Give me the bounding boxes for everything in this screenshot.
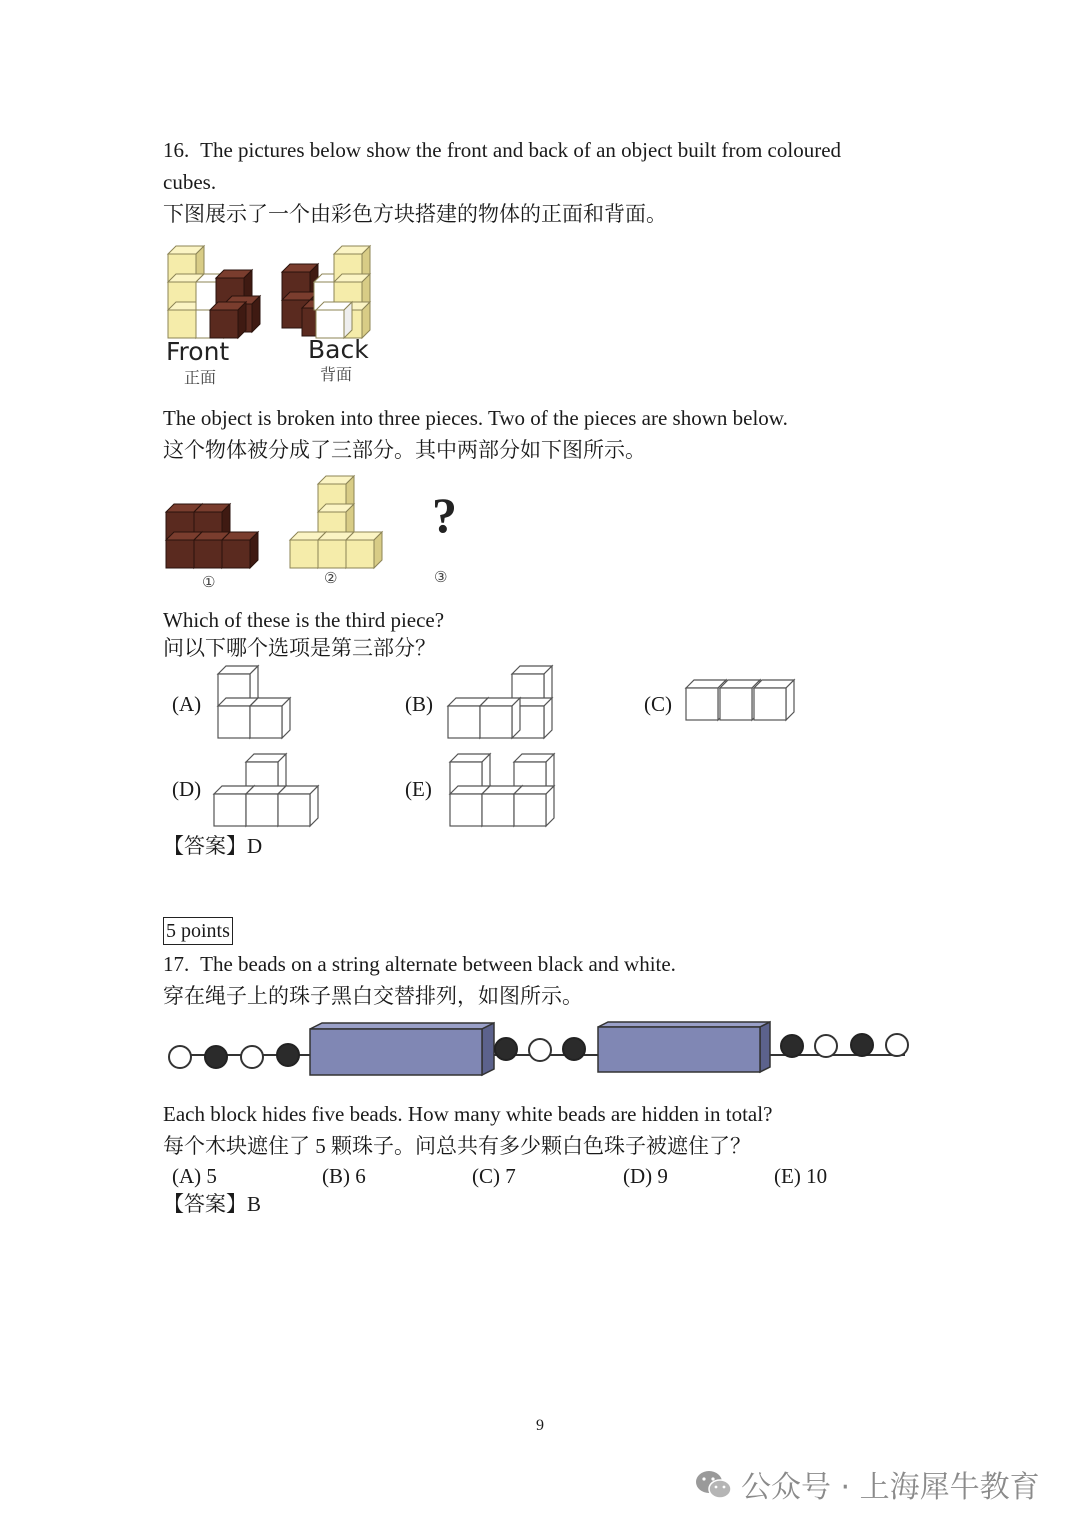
option-a-figure[interactable] <box>218 666 290 738</box>
piece-3-unknown: ? <box>432 487 457 543</box>
q17-line-cn: 穿在绳子上的珠子黑白交替排列，如图所示。 <box>163 984 583 1008</box>
options-figure <box>200 660 820 840</box>
option-b-figure[interactable] <box>448 666 552 738</box>
pieces-figure <box>160 470 470 600</box>
back-label: Back <box>308 335 369 364</box>
option-b-label: (B) <box>405 692 433 716</box>
beads-middle <box>495 1038 585 1061</box>
option-c-figure[interactable] <box>686 680 794 720</box>
q16-pieces-text: The object is broken into three pieces. Two of the pieces are shown below. <box>163 406 788 430</box>
piece-2-label: ② <box>324 569 338 587</box>
option-d-figure[interactable] <box>214 754 318 826</box>
option-d-label: (D) <box>172 777 202 801</box>
q17-line1-text: The beads on a string alternate between black and white. <box>200 952 676 976</box>
q16-line1-text: The pictures below show the front and back of an object built from coloured <box>200 138 842 162</box>
q17-answer: 【答案】B <box>163 1192 262 1216</box>
front-back-figure <box>160 240 390 395</box>
watermark <box>695 1462 1040 1509</box>
q17-option-d[interactable]: (D) 9 <box>623 1164 668 1188</box>
q16-pieces-text-cn: 这个物体被分成了三部分。其中两部分如下图所示。 <box>163 438 646 462</box>
back-object <box>282 246 370 338</box>
q17-option-a[interactable]: (A) 5 <box>172 1164 217 1188</box>
q16-line2: cubes. <box>163 170 217 194</box>
front-label: Front <box>166 337 230 366</box>
q17-line1 <box>163 948 676 980</box>
front-label-cn: 正面 <box>184 368 217 387</box>
bead-string-figure <box>160 1015 920 1095</box>
option-e-figure[interactable] <box>450 754 554 826</box>
front-object <box>168 246 260 338</box>
watermark-text: 公众号 · 上海犀牛教育 <box>741 1470 1040 1505</box>
hiding-block-2 <box>598 1022 770 1072</box>
q17-number: 17. <box>163 952 190 976</box>
option-a-label: (A) <box>172 692 202 716</box>
piece-1-brown <box>166 504 258 568</box>
q17-question-cn: 每个木块遮住了 5 颗珠子。问总共有多少颗白色珠子被遮住了？ <box>163 1134 751 1158</box>
q17-option-c[interactable]: (C) 7 <box>472 1164 516 1188</box>
q16-question: Which of these is the third piece? <box>163 608 445 632</box>
points-badge: 5 points <box>163 917 233 945</box>
q16-line1 <box>163 134 841 166</box>
beads-right <box>781 1034 908 1057</box>
q16-question-cn: 问以下哪个选项是第三部分？ <box>163 636 436 660</box>
option-c-label: (C) <box>644 692 672 716</box>
q17-option-e[interactable]: (E) 10 <box>774 1164 828 1188</box>
page-number: 9 <box>536 1417 544 1434</box>
q16-number: 16. <box>163 138 190 162</box>
q17-option-b[interactable]: (B) 6 <box>322 1164 366 1188</box>
q16-line-cn: 下图展示了一个由彩色方块搭建的物体的正面和背面。 <box>163 202 667 226</box>
option-e-label: (E) <box>405 777 432 801</box>
back-label-cn: 背面 <box>320 365 353 384</box>
piece-1-label: ① <box>202 573 216 591</box>
hiding-block-1 <box>310 1023 494 1075</box>
wechat-icon <box>695 1469 733 1509</box>
piece-3-label: ③ <box>434 568 448 586</box>
piece-2-cream <box>290 476 382 568</box>
q16-answer: 【答案】D <box>163 834 263 858</box>
q17-question: Each block hides five beads. How many white beads are hidden in total? <box>163 1102 773 1126</box>
